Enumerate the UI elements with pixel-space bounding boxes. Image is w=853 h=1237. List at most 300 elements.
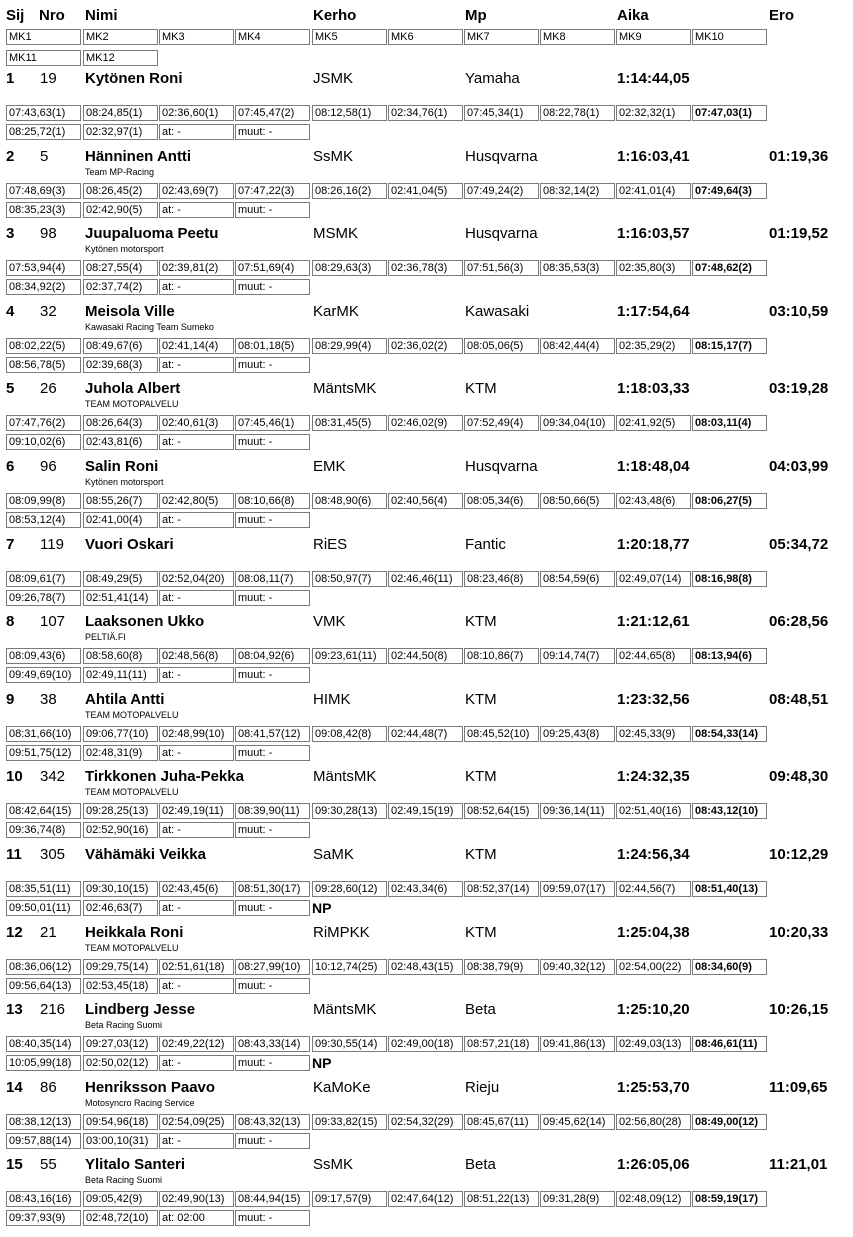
penalty-muut: muut: - <box>235 1055 310 1071</box>
lap-time-mk8: 09:45,62(14) <box>540 1114 615 1130</box>
rider-position: 1 <box>6 70 15 87</box>
lap-time-mk3: 02:48,56(8) <box>159 648 234 664</box>
rider-position: 11 <box>6 846 22 863</box>
rider-club: SaMK <box>313 846 354 863</box>
lap-time-mk9: 02:49,07(14) <box>616 571 691 587</box>
penalty-at: at: - <box>159 357 234 373</box>
lap-time-mk12: 02:46,63(7) <box>83 900 158 916</box>
lap-time-mk6: 02:49,00(18) <box>388 1036 463 1052</box>
rider-club: MäntsMK <box>313 380 377 398</box>
rider-total-time: 1:16:03,57 <box>617 225 690 243</box>
lap-time-mk12: 02:39,68(3) <box>83 357 158 373</box>
rider-gap: 09:48,30 <box>769 768 829 786</box>
rider-number: 107 <box>40 613 66 631</box>
lap-time-mk11: 09:51,75(12) <box>6 745 81 761</box>
rider-number: 96 <box>40 458 57 475</box>
lap-time-mk9: 02:32,32(1) <box>616 105 691 121</box>
lap-time-mk1: 08:31,66(10) <box>6 726 81 742</box>
rider-number: 342 <box>40 768 66 786</box>
lap-time-mk2: 08:26,45(2) <box>83 183 158 199</box>
rider-bike: Fantic <box>465 535 506 553</box>
lap-time-mk12: 02:50,02(12) <box>83 1055 158 1071</box>
lap-time-mk6: 02:36,78(3) <box>388 260 463 276</box>
rider-row <box>0 455 853 533</box>
rider-number: 119 <box>40 535 64 553</box>
lap-time-mk10: 08:16,98(8) <box>692 571 767 587</box>
rider-club: MäntsMK <box>313 768 377 786</box>
lap-time-mk2: 08:24,85(1) <box>83 105 158 121</box>
mk-header-mk11: MK11 <box>6 50 81 66</box>
lap-time-mk1: 08:09,61(7) <box>6 571 81 587</box>
lap-time-mk10: 08:51,40(13) <box>692 881 767 897</box>
rider-number: 216 <box>40 1001 66 1019</box>
lap-time-mk3: 02:49,22(12) <box>159 1036 234 1052</box>
rider-name: Laaksonen Ukko <box>85 613 205 631</box>
lap-time-mk2: 09:29,75(14) <box>83 959 158 975</box>
rider-gap: 01:19,52 <box>769 225 829 243</box>
lap-time-mk10: 08:13,94(6) <box>692 648 767 664</box>
rider-gap: 08:48,51 <box>769 690 829 708</box>
lap-time-mk12: 02:37,74(2) <box>83 279 158 295</box>
lap-time-mk7: 08:38,79(9) <box>464 959 539 975</box>
lap-time-mk8: 09:40,32(12) <box>540 959 615 975</box>
lap-time-mk10: 08:59,19(17) <box>692 1191 767 1207</box>
rider-team: Team MP-Racing <box>85 166 155 177</box>
penalty-at: at: - <box>159 590 234 606</box>
rider-bike: Yamaha <box>465 70 520 87</box>
rider-row <box>0 1153 853 1231</box>
lap-time-mk5: 08:31,45(5) <box>312 415 387 431</box>
lap-time-mk5: 09:30,28(13) <box>312 803 387 819</box>
mk-header-mk8: MK8 <box>540 29 615 45</box>
lap-time-mk3: 02:39,81(2) <box>159 260 234 276</box>
penalty-muut: muut: - <box>235 1133 310 1149</box>
lap-time-mk9: 02:35,80(3) <box>616 260 691 276</box>
penalty-at: at: - <box>159 667 234 683</box>
lap-time-mk9: 02:54,00(22) <box>616 959 691 975</box>
penalty-at: at: - <box>159 124 234 140</box>
rider-position: 8 <box>6 613 15 631</box>
lap-time-mk2: 08:49,29(5) <box>83 571 158 587</box>
lap-time-mk11: 10:05,99(18) <box>6 1055 81 1071</box>
rider-team: Kawasaki Racing Team Sumeko <box>85 321 214 332</box>
lap-time-mk2: 09:05,42(9) <box>83 1191 158 1207</box>
lap-time-mk9: 02:56,80(28) <box>616 1114 691 1130</box>
lap-time-mk3: 02:52,04(20) <box>159 571 234 587</box>
lap-time-mk1: 07:43,63(1) <box>6 105 81 121</box>
rider-bike: KTM <box>465 846 497 863</box>
lap-time-mk1: 07:48,69(3) <box>6 183 81 199</box>
mk-header-mk1: MK1 <box>6 29 81 45</box>
rider-number: 32 <box>40 302 57 320</box>
penalty-at: at: - <box>159 512 234 528</box>
rider-row <box>0 765 853 843</box>
lap-time-mk6: 02:44,48(7) <box>388 726 463 742</box>
rider-position: 14 <box>6 1078 23 1096</box>
lap-time-mk5: 09:17,57(9) <box>312 1191 387 1207</box>
rider-bike: Beta <box>465 1001 496 1019</box>
rider-row <box>0 998 853 1076</box>
lap-time-mk10: 08:46,61(11) <box>692 1036 767 1052</box>
rider-position: 10 <box>6 768 23 786</box>
rider-bike: KTM <box>465 380 497 398</box>
rider-row <box>0 843 853 921</box>
lap-time-mk2: 08:55,26(7) <box>83 493 158 509</box>
lap-time-mk6: 02:44,50(8) <box>388 648 463 664</box>
rider-gap: 03:10,59 <box>769 302 829 320</box>
penalty-at: at: - <box>159 1133 234 1149</box>
lap-time-mk2: 08:58,60(8) <box>83 648 158 664</box>
lap-time-mk7: 08:52,64(15) <box>464 803 539 819</box>
rider-name: Juhola Albert <box>85 380 181 398</box>
rider-gap: 01:19,36 <box>769 147 829 165</box>
lap-time-mk8: 09:59,07(17) <box>540 881 615 897</box>
rider-name: Salin Roni <box>85 458 159 475</box>
lap-time-mk12: 02:51,41(14) <box>83 590 158 606</box>
rider-club: KaMoKe <box>313 1078 371 1096</box>
rider-note: NP <box>312 900 332 916</box>
lap-time-mk9: 02:41,92(5) <box>616 415 691 431</box>
mk-header-mk5: MK5 <box>312 29 387 45</box>
lap-time-mk1: 08:42,64(15) <box>6 803 81 819</box>
rider-row <box>0 300 853 378</box>
lap-time-mk3: 02:49,90(13) <box>159 1191 234 1207</box>
rider-position: 13 <box>6 1001 23 1019</box>
lap-time-mk10: 08:03,11(4) <box>692 415 767 431</box>
rider-club: VMK <box>313 613 346 631</box>
lap-time-mk7: 07:49,24(2) <box>464 183 539 199</box>
rider-team: Motosyncro Racing Service <box>85 1097 195 1108</box>
lap-time-mk6: 02:47,64(12) <box>388 1191 463 1207</box>
lap-time-mk12: 02:52,90(16) <box>83 822 158 838</box>
penalty-muut: muut: - <box>235 202 310 218</box>
rider-name: Lindberg Jesse <box>85 1001 196 1019</box>
mk-header-mk10: MK10 <box>692 29 767 45</box>
lap-time-mk11: 09:10,02(6) <box>6 434 81 450</box>
lap-time-mk9: 02:45,33(9) <box>616 726 691 742</box>
col-ero: Ero <box>769 7 795 24</box>
col-mp: Mp <box>465 7 487 24</box>
rider-position: 12 <box>6 923 23 941</box>
lap-time-mk10: 08:06,27(5) <box>692 493 767 509</box>
rider-name: Ylitalo Santeri <box>85 1156 186 1174</box>
rider-row <box>0 222 853 300</box>
col-aika: Aika <box>617 7 649 24</box>
col-sij: Sij <box>6 7 25 24</box>
lap-time-mk1: 07:47,76(2) <box>6 415 81 431</box>
rider-position: 7 <box>6 535 15 553</box>
penalty-at: at: - <box>159 1055 234 1071</box>
lap-time-mk12: 02:48,72(10) <box>83 1210 158 1226</box>
rider-row <box>0 67 853 145</box>
lap-time-mk4: 08:08,11(7) <box>235 571 310 587</box>
rider-number: 21 <box>40 923 57 941</box>
penalty-muut: muut: - <box>235 1210 310 1226</box>
lap-time-mk2: 08:26,64(3) <box>83 415 158 431</box>
penalty-muut: muut: - <box>235 978 310 994</box>
rider-gap: 10:26,15 <box>769 1001 829 1019</box>
rider-total-time: 1:18:48,04 <box>617 458 690 475</box>
lap-time-mk4: 08:01,18(5) <box>235 338 310 354</box>
lap-time-mk3: 02:51,61(18) <box>159 959 234 975</box>
penalty-muut: muut: - <box>235 124 310 140</box>
lap-time-mk8: 08:42,44(4) <box>540 338 615 354</box>
rider-total-time: 1:24:32,35 <box>617 768 690 786</box>
rider-team: PELTIÄ.FI <box>85 632 126 643</box>
lap-time-mk4: 08:41,57(12) <box>235 726 310 742</box>
lap-time-mk5: 09:33,82(15) <box>312 1114 387 1130</box>
rider-total-time: 1:21:12,61 <box>617 613 690 631</box>
rider-bike: Husqvarna <box>465 147 538 165</box>
lap-time-mk11: 09:37,93(9) <box>6 1210 81 1226</box>
lap-time-mk4: 07:51,69(4) <box>235 260 310 276</box>
lap-time-mk7: 08:23,46(8) <box>464 571 539 587</box>
lap-time-mk11: 09:49,69(10) <box>6 667 81 683</box>
lap-time-mk5: 09:28,60(12) <box>312 881 387 897</box>
lap-time-mk8: 09:14,74(7) <box>540 648 615 664</box>
penalty-muut: muut: - <box>235 357 310 373</box>
penalty-at: at: - <box>159 745 234 761</box>
rider-name: Kytönen Roni <box>85 70 183 87</box>
rider-name: Vähämäki Veikka <box>85 846 206 863</box>
lap-time-mk11: 08:34,92(2) <box>6 279 81 295</box>
lap-time-mk7: 08:57,21(18) <box>464 1036 539 1052</box>
lap-time-mk3: 02:54,09(25) <box>159 1114 234 1130</box>
rider-note: NP <box>312 1055 332 1072</box>
col-kerho: Kerho <box>313 7 357 24</box>
rider-row <box>0 688 853 766</box>
lap-time-mk1: 08:38,12(13) <box>6 1114 81 1130</box>
lap-time-mk11: 09:36,74(8) <box>6 822 81 838</box>
lap-time-mk4: 08:44,94(15) <box>235 1191 310 1207</box>
rider-club: RiMPKK <box>313 923 370 941</box>
lap-time-mk5: 08:29,99(4) <box>312 338 387 354</box>
rider-total-time: 1:25:10,20 <box>617 1001 690 1019</box>
lap-time-mk6: 02:49,15(19) <box>388 803 463 819</box>
lap-time-mk10: 07:48,62(2) <box>692 260 767 276</box>
rider-gap: 06:28,56 <box>769 613 829 631</box>
rider-team: TEAM MOTOPALVELU <box>85 787 179 798</box>
penalty-at: at: - <box>159 202 234 218</box>
mk-header-mk6: MK6 <box>388 29 463 45</box>
lap-time-mk3: 02:49,19(11) <box>159 803 234 819</box>
lap-time-mk1: 08:40,35(14) <box>6 1036 81 1052</box>
rider-gap: 05:34,72 <box>769 535 829 553</box>
lap-time-mk3: 02:43,69(7) <box>159 183 234 199</box>
penalty-muut: muut: - <box>235 822 310 838</box>
lap-time-mk7: 08:52,37(14) <box>464 881 539 897</box>
rider-name: Tirkkonen Juha-Pekka <box>85 768 244 786</box>
lap-time-mk5: 09:30,55(14) <box>312 1036 387 1052</box>
lap-time-mk8: 09:31,28(9) <box>540 1191 615 1207</box>
penalty-muut: muut: - <box>235 900 310 916</box>
lap-time-mk2: 09:27,03(12) <box>83 1036 158 1052</box>
lap-time-mk8: 09:41,86(13) <box>540 1036 615 1052</box>
rider-club: KarMK <box>313 302 359 320</box>
lap-time-mk11: 09:50,01(11) <box>6 900 81 916</box>
rider-row <box>0 533 853 611</box>
lap-time-mk12: 02:42,90(5) <box>83 202 158 218</box>
lap-time-mk10: 08:49,00(12) <box>692 1114 767 1130</box>
lap-time-mk8: 08:50,66(5) <box>540 493 615 509</box>
lap-time-mk2: 09:54,96(18) <box>83 1114 158 1130</box>
lap-time-mk4: 07:45,46(1) <box>235 415 310 431</box>
lap-time-mk11: 08:56,78(5) <box>6 357 81 373</box>
lap-time-mk5: 08:26,16(2) <box>312 183 387 199</box>
rider-number: 305 <box>40 846 66 863</box>
rider-total-time: 1:16:03,41 <box>617 147 690 165</box>
lap-time-mk4: 07:47,22(3) <box>235 183 310 199</box>
lap-time-mk11: 08:35,23(3) <box>6 202 81 218</box>
lap-time-mk5: 10:12,74(25) <box>312 959 387 975</box>
lap-time-mk1: 08:02,22(5) <box>6 338 81 354</box>
penalty-at: at: - <box>159 279 234 295</box>
lap-time-mk4: 08:39,90(11) <box>235 803 310 819</box>
lap-time-mk2: 09:30,10(15) <box>83 881 158 897</box>
rider-number: 98 <box>40 225 57 243</box>
lap-time-mk8: 09:34,04(10) <box>540 415 615 431</box>
lap-time-mk1: 08:09,43(6) <box>6 648 81 664</box>
mk-header-mk2: MK2 <box>83 29 158 45</box>
rider-row <box>0 1076 853 1154</box>
lap-time-mk11: 09:26,78(7) <box>6 590 81 606</box>
rider-position: 5 <box>6 380 15 398</box>
penalty-at: at: - <box>159 900 234 916</box>
rider-total-time: 1:26:05,06 <box>617 1156 690 1174</box>
lap-time-mk9: 02:49,03(13) <box>616 1036 691 1052</box>
lap-time-mk3: 02:42,80(5) <box>159 493 234 509</box>
lap-time-mk2: 09:06,77(10) <box>83 726 158 742</box>
rider-total-time: 1:25:53,70 <box>617 1078 690 1096</box>
lap-time-mk11: 09:57,88(14) <box>6 1133 81 1149</box>
rider-club: RiES <box>313 535 348 553</box>
penalty-muut: muut: - <box>235 667 310 683</box>
lap-time-mk11: 08:53,12(4) <box>6 512 81 528</box>
rider-name: Vuori Oskari <box>85 535 174 553</box>
lap-time-mk2: 08:49,67(6) <box>83 338 158 354</box>
rider-total-time: 1:23:32,56 <box>617 690 690 708</box>
lap-time-mk6: 02:41,04(5) <box>388 183 463 199</box>
lap-time-mk9: 02:44,56(7) <box>616 881 691 897</box>
lap-time-mk10: 08:54,33(14) <box>692 726 767 742</box>
lap-time-mk8: 08:54,59(6) <box>540 571 615 587</box>
rider-team: Beta Racing Suomi <box>85 1020 163 1031</box>
lap-time-mk12: 02:49,11(11) <box>83 667 158 683</box>
rider-team: TEAM MOTOPALVELU <box>85 709 179 720</box>
lap-time-mk2: 08:27,55(4) <box>83 260 158 276</box>
rider-club: MäntsMK <box>313 1001 377 1019</box>
penalty-at: at: - <box>159 822 234 838</box>
rider-position: 3 <box>6 225 15 243</box>
rider-gap: 10:20,33 <box>769 923 829 941</box>
lap-time-mk8: 09:25,43(8) <box>540 726 615 742</box>
rider-number: 26 <box>40 380 57 398</box>
col-nimi: Nimi <box>85 7 118 24</box>
rider-row <box>0 377 853 455</box>
rider-club: MSMK <box>313 225 358 243</box>
lap-time-mk6: 02:54,32(29) <box>388 1114 463 1130</box>
lap-time-mk7: 07:52,49(4) <box>464 415 539 431</box>
rider-gap: 11:09,65 <box>769 1078 828 1096</box>
mk-header-mk12: MK12 <box>83 50 158 66</box>
rider-bike: Kawasaki <box>465 302 530 320</box>
rider-position: 9 <box>6 690 15 708</box>
rider-position: 2 <box>6 147 15 165</box>
lap-time-mk7: 08:51,22(13) <box>464 1191 539 1207</box>
lap-time-mk3: 02:48,99(10) <box>159 726 234 742</box>
rider-name: Heikkala Roni <box>85 923 184 941</box>
rider-number: 19 <box>40 70 57 87</box>
lap-time-mk7: 08:45,52(10) <box>464 726 539 742</box>
rider-club: SsMK <box>313 147 354 165</box>
lap-time-mk7: 08:45,67(11) <box>464 1114 539 1130</box>
lap-time-mk7: 07:51,56(3) <box>464 260 539 276</box>
rider-bike: KTM <box>465 768 497 786</box>
lap-time-mk12: 02:41,00(4) <box>83 512 158 528</box>
lap-time-mk6: 02:48,43(15) <box>388 959 463 975</box>
rider-row <box>0 610 853 688</box>
rider-team: Kytönen motorsport <box>85 244 164 255</box>
penalty-muut: muut: - <box>235 512 310 528</box>
lap-time-mk7: 07:45,34(1) <box>464 105 539 121</box>
rider-team: TEAM MOTOPALVELU <box>85 399 179 410</box>
lap-time-mk9: 02:41,01(4) <box>616 183 691 199</box>
lap-time-mk6: 02:36,02(2) <box>388 338 463 354</box>
lap-time-mk12: 02:53,45(18) <box>83 978 158 994</box>
penalty-at: at: - <box>159 978 234 994</box>
rider-bike: KTM <box>465 923 497 941</box>
lap-time-mk9: 02:48,09(12) <box>616 1191 691 1207</box>
lap-time-mk1: 08:35,51(11) <box>6 881 81 897</box>
rider-row <box>0 145 853 223</box>
rider-bike: KTM <box>465 613 497 631</box>
rider-row <box>0 921 853 999</box>
lap-time-mk1: 08:36,06(12) <box>6 959 81 975</box>
results-header <box>0 0 853 28</box>
rider-club: EMK <box>313 458 346 475</box>
rider-position: 4 <box>6 302 15 320</box>
lap-time-mk9: 02:44,65(8) <box>616 648 691 664</box>
lap-time-mk8: 08:35,53(3) <box>540 260 615 276</box>
lap-time-mk8: 08:32,14(2) <box>540 183 615 199</box>
lap-time-mk6: 02:46,46(11) <box>388 571 463 587</box>
lap-time-mk3: 02:43,45(6) <box>159 881 234 897</box>
lap-time-mk4: 08:51,30(17) <box>235 881 310 897</box>
rider-bike: Husqvarna <box>465 225 538 243</box>
mk-header-mk3: MK3 <box>159 29 234 45</box>
lap-time-mk2: 09:28,25(13) <box>83 803 158 819</box>
rider-name: Meisola Ville <box>85 302 175 320</box>
rider-number: 86 <box>40 1078 57 1096</box>
lap-time-mk3: 02:41,14(4) <box>159 338 234 354</box>
lap-time-mk9: 02:35,29(2) <box>616 338 691 354</box>
lap-time-mk12: 02:32,97(1) <box>83 124 158 140</box>
rider-bike: Beta <box>465 1156 496 1174</box>
lap-time-mk1: 08:43,16(16) <box>6 1191 81 1207</box>
penalty-at: at: 02:00 <box>159 1210 234 1226</box>
lap-time-mk11: 08:25,72(1) <box>6 124 81 140</box>
lap-time-mk1: 07:53,94(4) <box>6 260 81 276</box>
lap-time-mk5: 09:23,61(11) <box>312 648 387 664</box>
penalty-muut: muut: - <box>235 590 310 606</box>
rider-total-time: 1:17:54,64 <box>617 302 690 320</box>
lap-time-mk8: 09:36,14(11) <box>540 803 615 819</box>
lap-time-mk4: 07:45,47(2) <box>235 105 310 121</box>
lap-time-mk6: 02:46,02(9) <box>388 415 463 431</box>
lap-time-mk3: 02:40,61(3) <box>159 415 234 431</box>
rider-team: Beta Racing Suomi <box>85 1175 163 1186</box>
lap-time-mk9: 02:43,48(6) <box>616 493 691 509</box>
